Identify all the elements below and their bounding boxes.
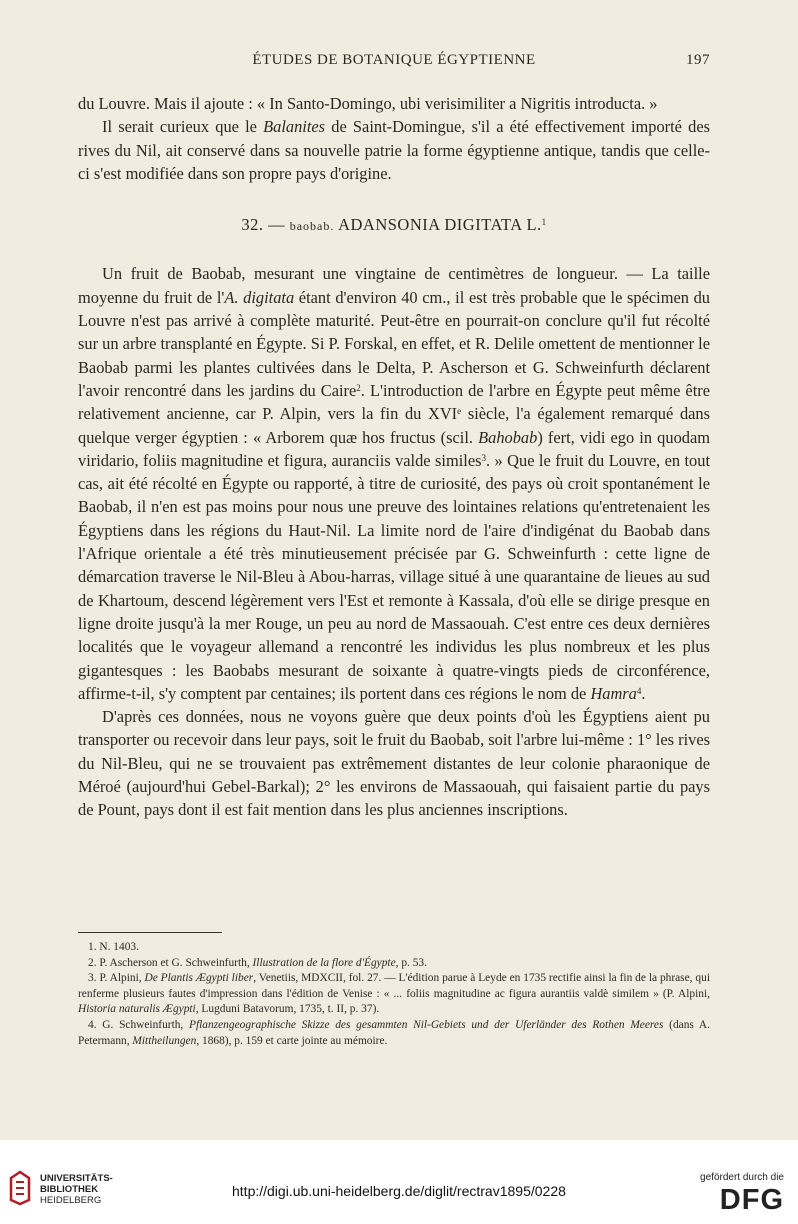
footnotes (78, 940, 710, 1049)
dfg-logo: DFG (719, 1184, 784, 1216)
running-title: ÉTUDES DE BOTANIQUE ÉGYPTIENNE (252, 52, 536, 68)
balanites-paragraph: Il serait curieux que le Balanites de Saint-Domingue, s'il a été effectivement importé des rives du Nil, ait conservé dans sa nouvelle patrie la forme égyptienne antique, tandis que celle-ci s'est modifiée dans son propre pays d'origine. (78, 117, 710, 183)
footnote-ref: 3 (481, 452, 486, 463)
footnote-separator (78, 932, 222, 933)
funding-note: gefördert durch die (700, 1172, 784, 1183)
page-number: 197 (686, 52, 710, 68)
intro-paragraph: du Louvre. Mais il ajoute : « In Santo-Domingo, ubi verisimiliter a Nigritis introducta. » (78, 94, 658, 113)
italic-term: Balanites (263, 117, 326, 137)
footnote-ref: 2 (356, 382, 361, 393)
footnote-ref: 4 (636, 685, 642, 696)
library-name: UNIVERSITÄTS- BIBLIOTHEK HEIDELBERG (40, 1173, 113, 1206)
digitization-footer (0, 1140, 798, 1224)
conclusion-paragraph: D'après ces données, nous ne voyons guère que deux points d'où les Égyptiens aient pu transporter ou recevoir dans leur pays, soit le fruit du Baobab, soit l'arbre lui-même : 1° les rives du Nil-Bleu, qui ne se trouvaient pas extrêmement distantes de leur colonie pharaonique de Méroé (aujourd'hui Gebel-Barkal); 2° les environs de Massaouah, qui faisaient partie du pays de Pount, pays dont il est fait mention dans les plus anciennes inscriptions. (78, 707, 710, 820)
footnote-ref: 1 (541, 217, 547, 228)
footnote-2: 2. P. Ascherson et G. Schweinfurth, Illustration de la flore d'Égypte, p. 53. (88, 956, 427, 969)
permalink-url[interactable]: http://digi.ub.uni-heidelberg.de/diglit/rectrav1895/0228 (232, 1183, 566, 1199)
footnote-3: 3. P. Alpini, De Plantis Ægypti liber, Venetiis, MDXCII, fol. 27. — L'édition parue à Leyde en 1735 rectifie ainsi la fin de la phrase, qui renferme plusieurs fautes d'impression dans l'édition de Venise : « ... foliis magnitudine ac figura aurantiis valdè similem » (P. Alpini, Historia naturalis Ægypti, Lugduni Batavorum, 1735, t. II, p. 37). (78, 972, 710, 1016)
footnote-4: 4. G. Schweinfurth, Pflanzengeographische Skizze des gesammten Nil-Gebiets und der Uferländer des Rothen Meeres (dans A. Petermann, Mittheilungen, 1868), p. 159 et carte jointe au mémoire. (78, 1018, 710, 1047)
running-header (78, 52, 710, 69)
main-text (78, 92, 710, 822)
baobab-paragraph: Un fruit de Baobab, mesurant une vingtaine de centimètres de longueur. — La taille moyenne du fruit de l'A. digitata étant d'environ 40 cm., il est très probable que le spécimen du Louvre n'est pas arrivé à complète maturité. Peut-être en pourrait-on conclure qu'il fut récolté sur un arbre transplanté en Égypte. Si P. Forskal, en effet, et R. Delile omettent de mentionner le Baobab parmi les plantes cultivées dans le Delta, P. Ascherson et G. Schweinfurth déclarent l'avoir rencontré dans les jardins du Caire$^2$. L'introduction de l'arbre en Égypte peut même être relativement ancienne, car P. Alpin, vers la fin du XVIe siècle, l'a également remarqué dans quelque verger égyptien : « Arborem quæ hos fructus (scil. Bahobab) fert, vidi ego in quodam viridario, foliis magnitudine et figura, auranciis valde similes$^3$. » Que le fruit du Louvre, en tout cas, ait été récolté en Égypte ou rapporté, à titre de curiosité, des pays où croit spontanément le Baobab, il n'en est pas moins pour nous une preuve des lointaines relations qu'entretenaient les Égyptiens dans les régions du Haut-Nil. La limite nord de l'aire d'indigénat du Baobab dans l'Afrique orientale a été très minutieusement précisée par G. Schweinfurth : cette ligne de démarcation traverse le Nil-Bleu à Abou-harras, village situé à une quarantaine de lieues au sud de Khartoum, descend légèrement vers l'Est et remonte à Kassala, d'où elle se dirige presque en ligne droite jusqu'à la mer Rouge, un peu au nord de Massaouah. C'est entre ces deux dernières localités que le voyageur allemand a rencontré les individus les plus nombreux et les plus gigantesques : les Baobabs mesurant de soixante à quatre-vingts pieds de circonférence, affirme-t-il, s'y comptent par centaines; ils portent dans ces régions le nom de Hamra$^4$. (78, 264, 710, 703)
library-logo-icon (8, 1170, 32, 1206)
section-heading: 32. — baobab. ADANSONIA DIGITATA L.$^1$ (241, 215, 547, 235)
footnote-1: 1. N. 1403. (88, 941, 139, 953)
